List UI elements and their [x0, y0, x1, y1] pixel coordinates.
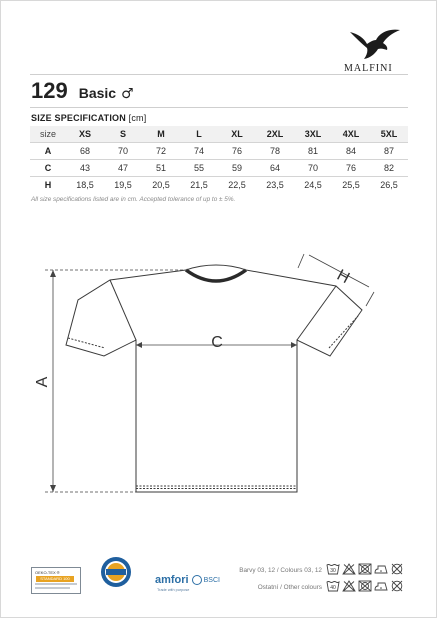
care-symbols-row-1	[326, 563, 404, 575]
table-cell: 22,5	[228, 180, 246, 190]
table-cell: 74	[193, 146, 204, 156]
table-cell: 87	[383, 146, 394, 156]
table-row	[30, 160, 408, 177]
oeko-tex-badge	[31, 567, 81, 594]
size-spec-unit: [cm]	[128, 113, 147, 123]
oeko-line	[35, 587, 70, 589]
no-bleach-icon	[342, 580, 356, 592]
table-cell: 84	[345, 146, 356, 156]
tolerance-note: All size specifications listed are in cm. Accepted tolerance of up to ± 5%.	[31, 196, 236, 203]
colors-note-1: Barvy 03, 12 / Colours 03, 12	[239, 567, 322, 574]
size-table-header	[30, 126, 408, 143]
measure-label-c: C	[211, 334, 223, 351]
table-cell: 20,5	[152, 180, 170, 190]
no-tumble-dry-icon	[358, 563, 372, 575]
wash-tub-icon	[326, 563, 340, 575]
table-cell: 26,5	[380, 180, 398, 190]
table-cell: 81	[307, 146, 318, 156]
wash-temp-40: 40	[330, 585, 336, 591]
table-cell: 18,5	[76, 180, 94, 190]
no-bleach-icon	[342, 563, 356, 575]
care-symbols-row-2	[326, 580, 404, 592]
amfori-bsci-logo	[155, 574, 220, 586]
table-cell: 72	[155, 146, 166, 156]
product-title	[31, 78, 134, 104]
table-cell: 76	[231, 146, 242, 156]
table-cell: 47	[117, 163, 128, 173]
table-cell: 24,5	[304, 180, 322, 190]
header-divider	[30, 74, 408, 75]
table-cell: 82	[383, 163, 394, 173]
title-divider	[30, 107, 408, 108]
header-cell: L	[180, 126, 218, 143]
header-cell: size	[30, 126, 66, 143]
no-dry-clean-icon	[390, 563, 404, 575]
product-name: Basic	[78, 85, 117, 101]
wash-temp-30: 30	[330, 568, 336, 574]
size-spec-title-text: SIZE SPECIFICATION	[31, 113, 126, 123]
oeko-tex-label: OEKO-TEX ®	[35, 570, 60, 575]
measure-label-h: H	[334, 266, 353, 288]
header-cell: 5XL	[370, 126, 408, 143]
bsci-circle-icon	[192, 575, 202, 585]
row-label: C	[44, 163, 52, 173]
row-label: H	[44, 180, 52, 190]
amfori-wordmark: amfori	[155, 574, 189, 586]
header-cell: XL	[218, 126, 256, 143]
row-label: A	[44, 146, 52, 156]
iron-icon	[374, 563, 388, 575]
product-model: 129	[31, 78, 68, 103]
male-symbol-icon: ♂	[121, 86, 134, 102]
header-cell: 2XL	[256, 126, 294, 143]
brand-name: MALFINI	[344, 63, 393, 74]
table-row	[30, 177, 408, 194]
amfori-tagline: Trade with purpose	[157, 588, 190, 592]
tshirt-drawing	[0, 230, 437, 510]
table-cell: 25,5	[342, 180, 360, 190]
table-cell: 78	[269, 146, 280, 156]
measure-label-a: A	[34, 376, 51, 388]
header-cell: 4XL	[332, 126, 370, 143]
header-cell: S	[104, 126, 142, 143]
size-table	[30, 126, 408, 193]
wrap-certification-icon	[100, 556, 132, 588]
no-tumble-dry-icon	[358, 580, 372, 592]
table-cell: 43	[79, 163, 90, 173]
table-cell: 64	[269, 163, 280, 173]
colors-note-2: Ostatní / Other colours	[257, 584, 322, 591]
size-spec-title	[31, 113, 146, 123]
bsci-label: BSCI	[203, 576, 220, 584]
table-cell: 19,5	[114, 180, 132, 190]
header-cell: M	[142, 126, 180, 143]
iron-icon	[374, 580, 388, 592]
oeko-standard-label: STANDARD 100	[36, 576, 74, 582]
table-cell: 76	[345, 163, 356, 173]
table-cell: 59	[231, 163, 242, 173]
wash-tub-icon	[326, 580, 340, 592]
table-cell: 51	[155, 163, 166, 173]
table-cell: 55	[193, 163, 204, 173]
header-cell: XS	[66, 126, 104, 143]
table-cell: 23,5	[266, 180, 284, 190]
table-row	[30, 143, 408, 160]
table-cell: 70	[307, 163, 318, 173]
oeko-line	[35, 583, 77, 585]
table-cell: 21,5	[190, 180, 208, 190]
header-cell: 3XL	[294, 126, 332, 143]
no-dry-clean-icon	[390, 580, 404, 592]
table-cell: 70	[117, 146, 128, 156]
table-cell: 68	[79, 146, 90, 156]
